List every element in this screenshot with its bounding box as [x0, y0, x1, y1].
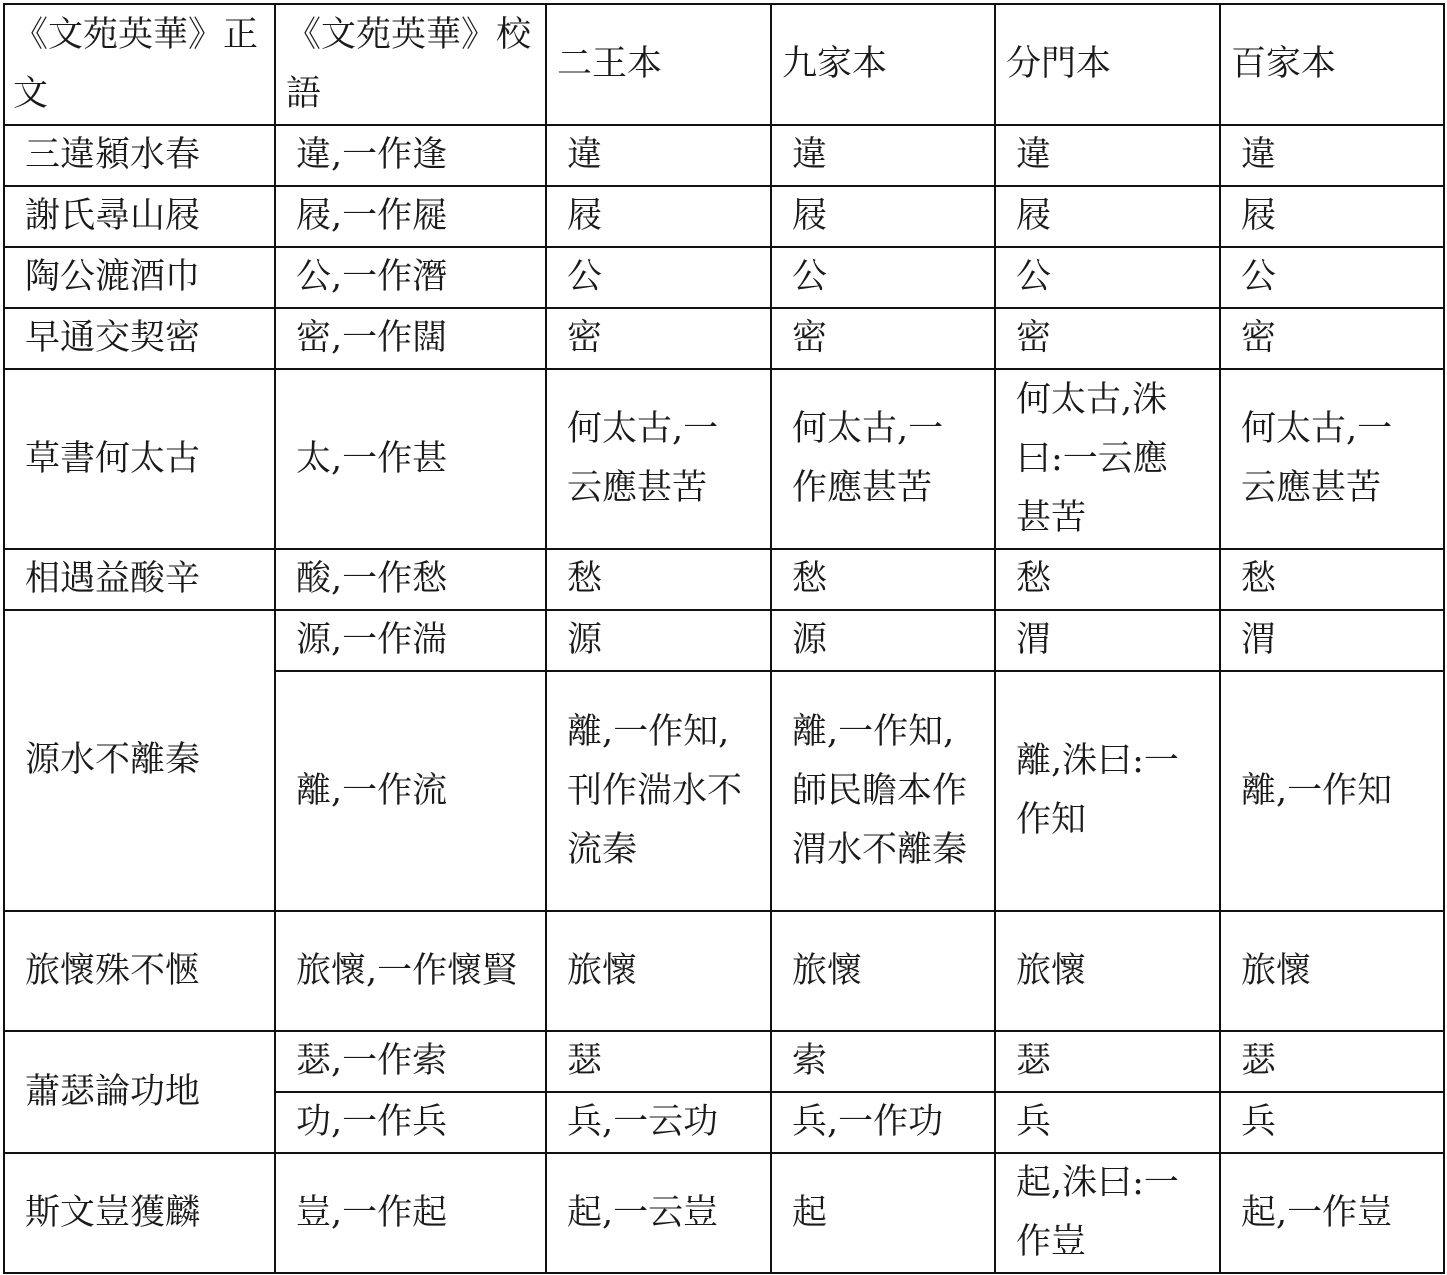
baijia-cell: 愁 — [1220, 549, 1444, 610]
table-row — [4, 1153, 1444, 1273]
table-row — [4, 247, 1444, 308]
fenmen-cell: 愁 — [995, 549, 1220, 610]
collation-cell: 瑟,一作索 — [275, 1031, 546, 1092]
main-text-cell: 早通交契密 — [4, 308, 275, 369]
erwang-cell: 何太古,一云應甚苦 — [546, 369, 771, 549]
collation-cell: 違,一作逢 — [275, 125, 546, 186]
collation-cell: 豈,一作起 — [275, 1153, 546, 1273]
baijia-cell: 起,一作豈 — [1220, 1153, 1444, 1273]
erwang-cell: 屐 — [546, 186, 771, 247]
baijia-cell: 公 — [1220, 247, 1444, 308]
baijia-cell: 離,一作知 — [1220, 671, 1444, 911]
baijia-cell: 密 — [1220, 308, 1444, 369]
main-text-cell: 三違潁水春 — [4, 125, 275, 186]
table-row — [4, 610, 1444, 671]
erwang-cell: 兵,一云功 — [546, 1092, 771, 1153]
erwang-cell: 瑟 — [546, 1031, 771, 1092]
header-erwang-edition: 二王本 — [546, 4, 771, 125]
collation-cell: 功,一作兵 — [275, 1092, 546, 1153]
fenmen-cell: 旅懷 — [995, 911, 1220, 1031]
table-row — [4, 369, 1444, 549]
baijia-cell: 渭 — [1220, 610, 1444, 671]
jiujia-cell: 起 — [771, 1153, 995, 1273]
table-row — [4, 1031, 1444, 1092]
baijia-cell: 旅懷 — [1220, 911, 1444, 1031]
erwang-cell: 旅懷 — [546, 911, 771, 1031]
table-row — [4, 308, 1444, 369]
collation-cell: 太,一作甚 — [275, 369, 546, 549]
fenmen-cell: 密 — [995, 308, 1220, 369]
collation-cell: 旅懷,一作懷賢 — [275, 911, 546, 1031]
main-text-cell: 蕭瑟論功地 — [4, 1031, 275, 1153]
jiujia-cell: 兵,一作功 — [771, 1092, 995, 1153]
baijia-cell: 違 — [1220, 125, 1444, 186]
fenmen-cell: 兵 — [995, 1092, 1220, 1153]
jiujia-cell: 源 — [771, 610, 995, 671]
collation-cell: 屐,一作屣 — [275, 186, 546, 247]
jiujia-cell: 愁 — [771, 549, 995, 610]
erwang-cell: 密 — [546, 308, 771, 369]
table-row — [4, 911, 1444, 1031]
fenmen-cell: 起,洙曰:一作豈 — [995, 1153, 1220, 1273]
collation-cell: 離,一作流 — [275, 671, 546, 911]
erwang-cell: 愁 — [546, 549, 771, 610]
fenmen-cell: 違 — [995, 125, 1220, 186]
collation-cell: 密,一作闊 — [275, 308, 546, 369]
main-text-cell: 斯文豈獲麟 — [4, 1153, 275, 1273]
baijia-cell: 兵 — [1220, 1092, 1444, 1153]
fenmen-cell: 何太古,洙曰:一云應甚苦 — [995, 369, 1220, 549]
main-text-cell: 源水不離秦 — [4, 610, 275, 911]
main-text-cell: 陶公漉酒巾 — [4, 247, 275, 308]
jiujia-cell: 離,一作知,師民瞻本作渭水不離秦 — [771, 671, 995, 911]
table-row — [4, 125, 1444, 186]
baijia-cell: 何太古,一云應甚苦 — [1220, 369, 1444, 549]
header-collation-note: 《文苑英華》校語 — [275, 4, 546, 125]
erwang-cell: 離,一作知,刊作湍水不流秦 — [546, 671, 771, 911]
header-jiujia-edition: 九家本 — [771, 4, 995, 125]
header-row — [4, 4, 1444, 125]
main-text-cell: 草書何太古 — [4, 369, 275, 549]
collation-cell: 酸,一作愁 — [275, 549, 546, 610]
jiujia-cell: 索 — [771, 1031, 995, 1092]
jiujia-cell: 旅懷 — [771, 911, 995, 1031]
baijia-cell: 瑟 — [1220, 1031, 1444, 1092]
jiujia-cell: 屐 — [771, 186, 995, 247]
header-fenmen-edition: 分門本 — [995, 4, 1220, 125]
main-text-cell: 謝氏尋山屐 — [4, 186, 275, 247]
erwang-cell: 公 — [546, 247, 771, 308]
table-row — [4, 186, 1444, 247]
jiujia-cell: 何太古,一作應甚苦 — [771, 369, 995, 549]
fenmen-cell: 離,洙曰:一作知 — [995, 671, 1220, 911]
collation-cell: 公,一作潛 — [275, 247, 546, 308]
main-text-cell: 相遇益酸辛 — [4, 549, 275, 610]
baijia-cell: 屐 — [1220, 186, 1444, 247]
header-main-text: 《文苑英華》正文 — [4, 4, 275, 125]
jiujia-cell: 密 — [771, 308, 995, 369]
header-baijia-edition: 百家本 — [1220, 4, 1444, 125]
jiujia-cell: 公 — [771, 247, 995, 308]
collation-table — [3, 3, 1445, 1274]
erwang-cell: 起,一云豈 — [546, 1153, 771, 1273]
fenmen-cell: 渭 — [995, 610, 1220, 671]
main-text-cell: 旅懷殊不愜 — [4, 911, 275, 1031]
erwang-cell: 源 — [546, 610, 771, 671]
jiujia-cell: 違 — [771, 125, 995, 186]
fenmen-cell: 瑟 — [995, 1031, 1220, 1092]
collation-cell: 源,一作湍 — [275, 610, 546, 671]
erwang-cell: 違 — [546, 125, 771, 186]
fenmen-cell: 公 — [995, 247, 1220, 308]
table-row — [4, 549, 1444, 610]
fenmen-cell: 屐 — [995, 186, 1220, 247]
